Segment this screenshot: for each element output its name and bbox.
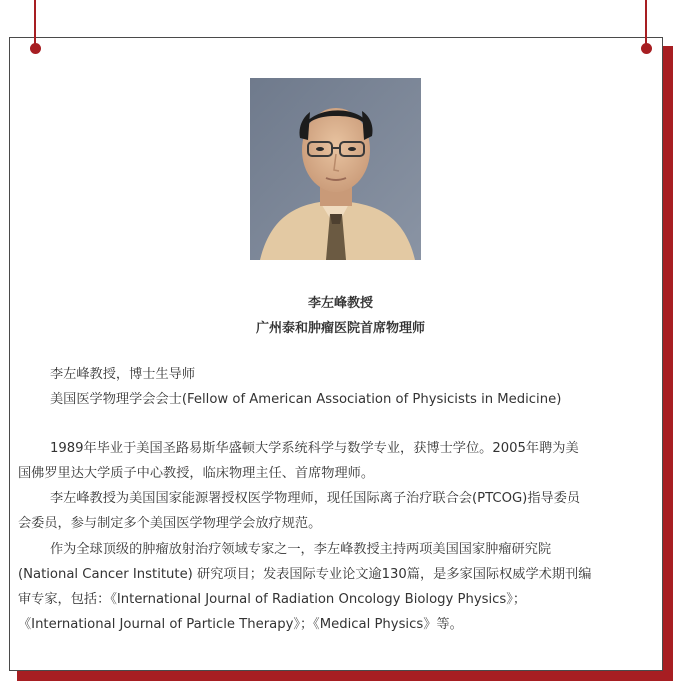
bio-p2-line-1: 李左峰教授为美国国家能源署授权医学物理师，现任国际离子治疗联合会(PTCOG)指导委员	[50, 491, 581, 506]
right-pin-dot	[641, 43, 652, 54]
right-hanger-line	[645, 0, 647, 48]
bio-p2-line-2: 会委员，参与制定多个美国医学物理学会放疗规范。	[18, 516, 322, 531]
left-pin-dot	[30, 43, 41, 54]
intro-line-2: 美国医学物理学会会士(Fellow of American Association of Physicists in Medicine)	[50, 392, 562, 407]
bio-p3-line-2: (National Cancer Institute) 研究项目；发表国际专业论文逾130篇，是多家国际权威学术期刊编	[18, 567, 592, 582]
bio-p3-line-1: 作为全球顶级的肿瘤放射治疗领域专家之一，李左峰教授主持两项美国国家肿瘤研究院	[50, 542, 552, 557]
bio-p3-line-3: 审专家，包括：《International Journal of Radiation Oncology Biology Physics》；	[18, 592, 527, 607]
bio-p1-line-1: 1989年毕业于美国圣路易斯华盛顿大学系统科学与数学专业，获博士学位。2005年聘为美	[50, 441, 579, 456]
bio-p3-line-4: 《International Journal of Particle Therapy》；《Medical Physics》等。	[18, 617, 463, 632]
left-hanger-line	[34, 0, 36, 48]
bio-p1-line-2: 国佛罗里达大学质子中心教授，临床物理主任、首席物理师。	[18, 466, 375, 481]
intro-line-1: 李左峰教授，博士生导师	[50, 367, 196, 382]
profile-position: 广州泰和肿瘤医院首席物理师	[255, 321, 425, 336]
profile-name: 李左峰教授	[307, 296, 373, 311]
portrait-photo	[250, 78, 421, 260]
